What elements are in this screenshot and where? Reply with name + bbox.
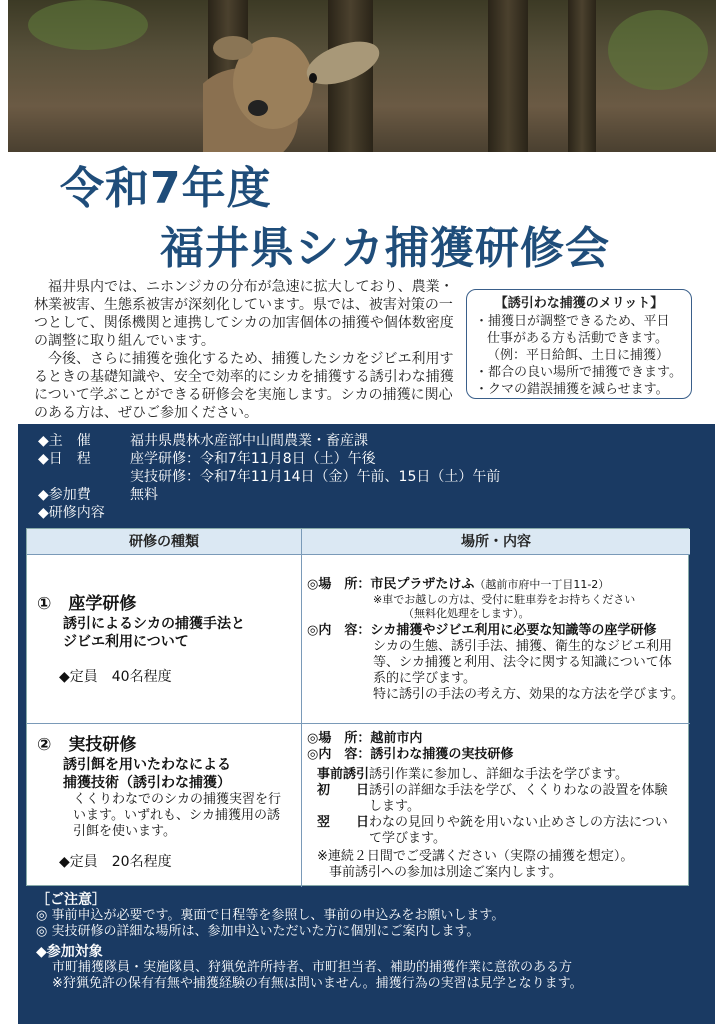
deer-image <box>203 8 383 152</box>
intro-text <box>34 278 466 422</box>
notes-line: ◎ 事前申込が必要です。裏面で日程等を参照し、事前の申込みをお願いします。 <box>36 908 505 923</box>
row2-name: ② 実技研修 <box>37 735 137 755</box>
row2-place <box>307 731 689 881</box>
row1-place-addr: （越前市府中一丁目11-2） <box>474 578 610 591</box>
merit-line: ・捕獲日が調整できるため、平日 <box>475 314 670 329</box>
row2-capacity: ◆定員 20名程度 <box>59 854 172 870</box>
row2-step: て学びます。 <box>369 831 446 846</box>
info-panel <box>18 424 715 1024</box>
training-table <box>26 528 689 886</box>
row2-desc: います。いずれも、シカ捕獲用の誘 <box>73 808 280 823</box>
row1-type <box>37 593 297 685</box>
row1-name: ① 座学研修 <box>37 594 137 614</box>
notes-heading: ［ご注意］ <box>36 892 106 908</box>
target-line: 市町捕獲隊員・実施隊員、狩猟免許所持者、市町担当者、補助的捕獲作業に意欲のある方 <box>52 960 573 975</box>
content-label: ◆研修内容 <box>38 505 105 521</box>
title-year: 令和7年度 <box>60 163 272 214</box>
row2-step-label: 翌 日 <box>317 815 370 830</box>
row1-sub: ジビエ利用について <box>63 634 189 650</box>
row2-step-label: 初 日 <box>317 783 370 798</box>
date-label: ◆日 程 <box>38 451 91 467</box>
date-value: 座学研修：令和7年11月8日（土）午後 <box>130 451 376 467</box>
row2-step: します。 <box>369 799 420 814</box>
col-header-type: 研修の種類 <box>27 529 301 555</box>
row1-place-note: ※車でお越しの方は、受付に駐車券をお持ちください <box>373 593 636 606</box>
row1-content: 系的に学びます。 <box>373 671 476 686</box>
col-header-place: 場所・内容 <box>302 529 690 555</box>
event-info <box>38 432 500 522</box>
row2-desc: 引餌を使います。 <box>73 824 176 839</box>
date-value: 実技研修：令和7年11月14日（金）午前、15日（土）午前 <box>130 469 501 485</box>
intro-paragraph: 福井県内では、ニホンジカの分布が急速に拡大しており、農業・林業被害、生態系被害が深刻化しています。県では、被害対策の一つとして、関係機関と連携してシカの加害個体の捕獲や個体数密度の調整に取り組んでいます。 <box>34 279 454 349</box>
row2-note: 事前誘引への参加は別途ご案内します。 <box>329 865 562 880</box>
intro-paragraph: 今後、さらに捕獲を強化するため、捕獲したシカをジビエ利用するときの基礎知識や、安全で効率的にシカを捕獲する誘引わな捕獲について学ぶことができる研修会を実施します。シカの捕獲に関心のある方は、ぜひご参加ください。 <box>34 351 454 421</box>
row2-step: わなの見回りや銃を用いない止めさしの方法につい <box>369 815 668 830</box>
row2-sub: 誘引餌を用いたわなによる <box>63 757 231 773</box>
target-line: ※狩猟免許の保有有無や捕獲経験の有無は問いません。捕獲行為の実習は見学となります。 <box>52 976 583 991</box>
organizer-label: ◆主 催 <box>38 433 91 449</box>
row2-step: 誘引の詳細な手法を学び、くくりわなの設置を体験 <box>369 783 668 798</box>
row1-content: 特に誘引の手法の考え方、効果的な方法を学びます。 <box>373 687 684 702</box>
merit-line: （例：平日給餌、土日に捕獲） <box>487 348 670 363</box>
row2-place-label: ◎場 所：越前市内 <box>307 731 423 746</box>
divider <box>27 723 690 724</box>
row2-step: 誘引作業に参加し、詳細な手法を学びます。 <box>369 767 628 782</box>
organizer-value: 福井県農林水産部中山間農業・畜産課 <box>130 433 368 449</box>
row2-type <box>37 734 297 870</box>
header-photo <box>8 0 716 152</box>
tree-trunk <box>488 0 528 152</box>
row2-note: ※連続２日間でご受講ください（実際の捕獲を想定）。 <box>317 849 634 864</box>
row1-place <box>307 577 689 703</box>
merit-line: 仕事がある方も活動できます。 <box>487 331 668 346</box>
divider <box>301 529 302 887</box>
row1-place-note: （無料化処理をします）。 <box>403 607 530 620</box>
row2-content-label: ◎内 容：誘引わな捕獲の実技研修 <box>307 747 514 762</box>
merit-heading: 【誘引わな捕獲のメリット】 <box>494 296 664 311</box>
row2-sub: 捕獲技術（誘引わな捕獲） <box>63 775 231 791</box>
fee-value: 無料 <box>130 487 158 503</box>
row1-content: 等、シカ捕獲と利用、法令に関する知識について体 <box>373 655 672 670</box>
row1-place-label: ◎場 所：市民プラザたけふ <box>307 577 475 592</box>
notes-line: ◎ 実技研修の詳細な場所は、参加申込いただいた方に個別にご案内します。 <box>36 924 480 939</box>
row2-step-label: 事前誘引 <box>317 767 370 782</box>
notes-section <box>36 892 583 992</box>
row1-content-label: ◎内 容：シカ捕獲やジビエ利用に必要な知識等の座学研修 <box>307 623 657 638</box>
title-main: 福井県シカ捕獲研修会 <box>160 223 610 274</box>
fee-label: ◆参加費 <box>38 487 91 503</box>
row1-sub: 誘引によるシカの捕獲手法と <box>63 616 245 632</box>
row1-capacity: ◆定員 40名程度 <box>59 669 172 685</box>
foliage <box>28 0 148 50</box>
row2-desc: くくりわなでのシカの捕獲実習を行 <box>73 792 282 807</box>
row1-content: シカの生態、誘引手法、捕獲、衛生的なジビエ利用 <box>373 639 673 654</box>
merit-box <box>466 289 692 399</box>
foliage <box>608 10 708 90</box>
merit-line: ・クマの錯誤捕獲を減らせます。 <box>475 382 669 397</box>
merit-line: ・都合の良い場所で捕獲できます。 <box>475 365 682 380</box>
target-heading: ◆参加対象 <box>36 944 103 960</box>
tree-trunk <box>568 0 596 152</box>
